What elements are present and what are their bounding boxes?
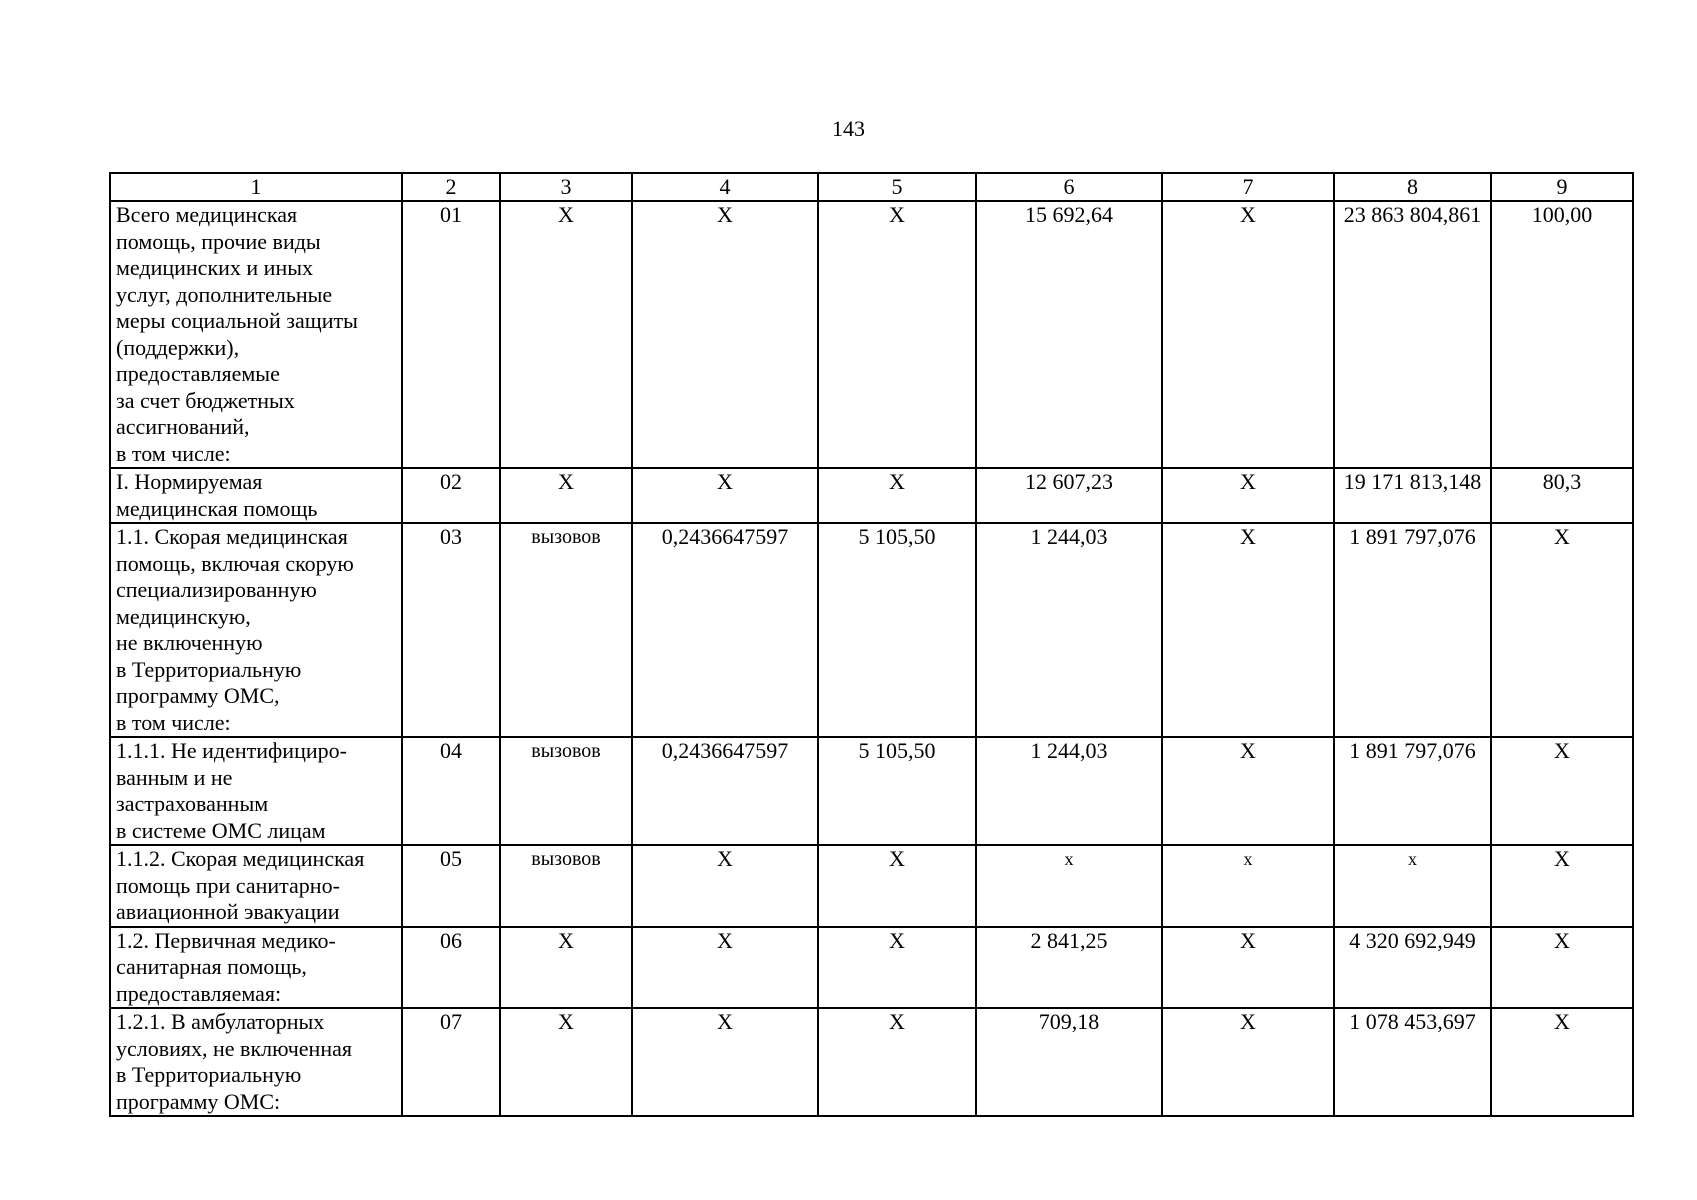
row-col7: Х xyxy=(1162,523,1334,737)
row-code: 04 xyxy=(402,737,500,845)
column-number: 3 xyxy=(500,173,632,201)
row-total: 19 171 813,148 xyxy=(1334,468,1491,523)
row-cost: 5 105,50 xyxy=(818,737,976,845)
row-col7: Х xyxy=(1162,468,1334,523)
column-number: 2 xyxy=(402,173,500,201)
row-percent: 100,00 xyxy=(1491,201,1633,468)
table-row xyxy=(110,523,1633,737)
row-per-capita: 1 244,03 xyxy=(976,737,1162,845)
row-volume: Х xyxy=(632,1008,818,1116)
column-number: 6 xyxy=(976,173,1162,201)
row-percent: Х xyxy=(1491,927,1633,1009)
row-unit: Х xyxy=(500,468,632,523)
row-cost: Х xyxy=(818,468,976,523)
page-number: 143 xyxy=(832,116,865,141)
row-unit: Х xyxy=(500,1008,632,1116)
row-total: 1 891 797,076 xyxy=(1334,737,1491,845)
row-col7: Х xyxy=(1162,201,1334,468)
row-per-capita: 15 692,64 xyxy=(976,201,1162,468)
table-row xyxy=(110,737,1633,845)
row-name: 1.1.1. Не идентифициро- ванным и не застрахованным в системе ОМС лицам xyxy=(110,737,402,845)
column-number: 5 xyxy=(818,173,976,201)
row-volume: Х xyxy=(632,927,818,1009)
row-cost: Х xyxy=(818,201,976,468)
row-code: 02 xyxy=(402,468,500,523)
row-code: 07 xyxy=(402,1008,500,1116)
column-number-row xyxy=(110,173,1633,201)
row-total: х xyxy=(1334,845,1491,927)
row-percent: Х xyxy=(1491,1008,1633,1116)
table-row xyxy=(110,845,1633,927)
row-unit: Х xyxy=(500,927,632,1009)
row-name: Всего медицинская помощь, прочие виды медицинских и иных услуг, дополнительные меры социальной защиты (поддержки), предоставляемые за счет бюджетных ассигнований, в том числе: xyxy=(110,201,402,468)
row-code: 03 xyxy=(402,523,500,737)
row-cost: 5 105,50 xyxy=(818,523,976,737)
row-name: I. Нормируемая медицинская помощь xyxy=(110,468,402,523)
row-cost: Х xyxy=(818,845,976,927)
row-total: 1 891 797,076 xyxy=(1334,523,1491,737)
table-row xyxy=(110,1008,1633,1116)
row-per-capita: х xyxy=(976,845,1162,927)
row-total: 4 320 692,949 xyxy=(1334,927,1491,1009)
row-volume: Х xyxy=(632,845,818,927)
financing-table xyxy=(109,172,1634,1117)
table-row xyxy=(110,927,1633,1009)
row-name: 1.1. Скорая медицинская помощь, включая скорую специализированную медицинскую, не включенную в Территориальную программу ОМС, в том числе: xyxy=(110,523,402,737)
row-name: 1.2. Первичная медико- санитарная помощь, предоставляемая: xyxy=(110,927,402,1009)
row-percent: Х xyxy=(1491,737,1633,845)
row-per-capita: 709,18 xyxy=(976,1008,1162,1116)
row-unit: вызовов xyxy=(500,845,632,927)
row-code: 06 xyxy=(402,927,500,1009)
row-percent: Х xyxy=(1491,523,1633,737)
row-col7: Х xyxy=(1162,737,1334,845)
row-per-capita: 12 607,23 xyxy=(976,468,1162,523)
row-volume: Х xyxy=(632,201,818,468)
row-unit: Х xyxy=(500,201,632,468)
row-total: 23 863 804,861 xyxy=(1334,201,1491,468)
column-number: 4 xyxy=(632,173,818,201)
row-volume: 0,2436647597 xyxy=(632,737,818,845)
column-number: 8 xyxy=(1334,173,1491,201)
row-col7: Х xyxy=(1162,1008,1334,1116)
row-code: 05 xyxy=(402,845,500,927)
row-col7: Х xyxy=(1162,927,1334,1009)
row-unit: вызовов xyxy=(500,737,632,845)
column-number: 9 xyxy=(1491,173,1633,201)
row-col7: х xyxy=(1162,845,1334,927)
row-name: 1.1.2. Скорая медицинская помощь при санитарно- авиационной эвакуации xyxy=(110,845,402,927)
row-unit: вызовов xyxy=(500,523,632,737)
row-volume: Х xyxy=(632,468,818,523)
column-number: 1 xyxy=(110,173,402,201)
row-percent: 80,3 xyxy=(1491,468,1633,523)
row-volume: 0,2436647597 xyxy=(632,523,818,737)
row-name: 1.2.1. В амбулаторных условиях, не включенная в Территориальную программу ОМС: xyxy=(110,1008,402,1116)
row-total: 1 078 453,697 xyxy=(1334,1008,1491,1116)
row-cost: Х xyxy=(818,1008,976,1116)
table-row xyxy=(110,201,1633,468)
table-row xyxy=(110,468,1633,523)
row-cost: Х xyxy=(818,927,976,1009)
row-code: 01 xyxy=(402,201,500,468)
row-per-capita: 1 244,03 xyxy=(976,523,1162,737)
row-per-capita: 2 841,25 xyxy=(976,927,1162,1009)
row-percent: Х xyxy=(1491,845,1633,927)
column-number: 7 xyxy=(1162,173,1334,201)
